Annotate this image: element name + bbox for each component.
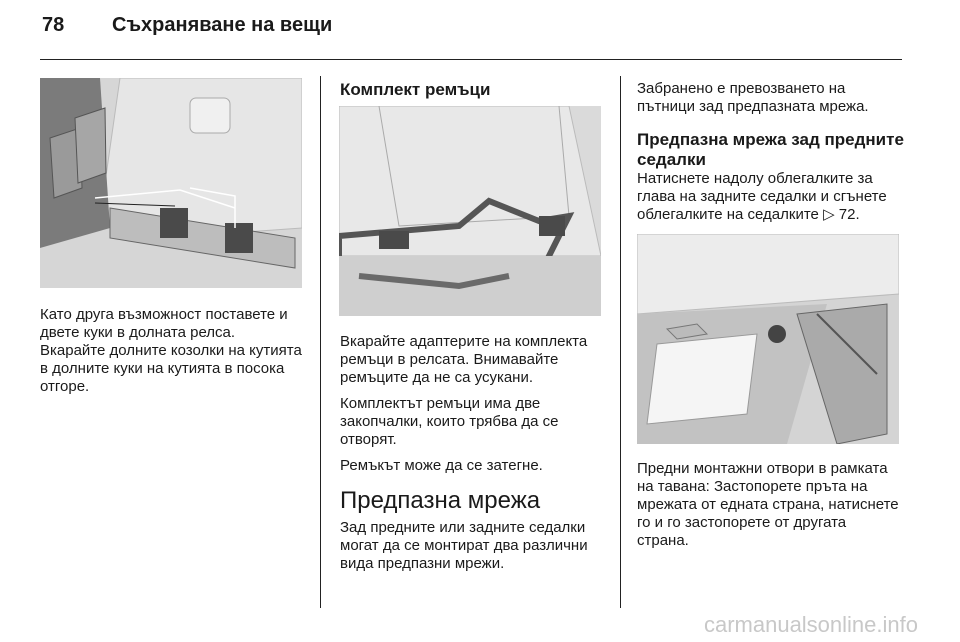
column-divider-2 [620,76,621,608]
column-2 [340,80,602,100]
column-2-text [340,333,602,581]
paragraph: Зад предните или задните седалки могат да се монтират два различни вида предпазни мрежи. [340,519,588,572]
paragraph: Като друга възможност поставете и двете куки в долната релса. Вкарайте долните козолки на кутията в долните куки на кутията в посока отгоре. [40,306,302,395]
paragraph: Ремъкът може да се затегне. [340,457,543,474]
section-title-safety-net: Предпазна мрежа [340,487,541,514]
figure-cargo-rail [40,78,302,288]
column-divider-1 [320,76,321,608]
page-number: 78 [42,14,65,36]
column-3 [637,80,905,232]
figure-strap-kit [339,106,601,316]
page-reference: 72. [838,206,860,223]
paragraph: Вкарайте адаптерите на комплекта ремъци в релсата. Внимавайте ремъците да не са усукани. [340,333,588,386]
page-title: Съхраняване на вещи [112,14,333,36]
reference-arrow-icon: ▷ [823,206,835,223]
paragraph-text: Натиснете надолу облегалките за глава на задните седалки и сгънете облегалките на седалките [637,170,887,223]
figure-roof-mount [637,234,899,444]
paragraph: Предни монтажни отвори в рамката на тавана: Застопорете пръта на мрежата от едната страна, натиснете го и го застопорете от другата страна. [637,460,899,549]
watermark: carmanualsonline.info [703,612,918,637]
section-heading-net-behind-front-seats: Предпазна мрежа зад предните седалки [637,130,904,169]
page-header [42,14,902,54]
paragraph: Забранено е превозването на пътници зад предпазната мрежа. [637,80,869,115]
column-1 [40,306,302,404]
column-3-text [637,460,899,558]
section-heading-strap-kit: Комплект ремъци [340,80,491,99]
header-rule [40,59,902,60]
paragraph: Комплектът ремъци има две закопчалки, които трябва да се отворят. [340,395,559,448]
paragraph [637,170,905,224]
